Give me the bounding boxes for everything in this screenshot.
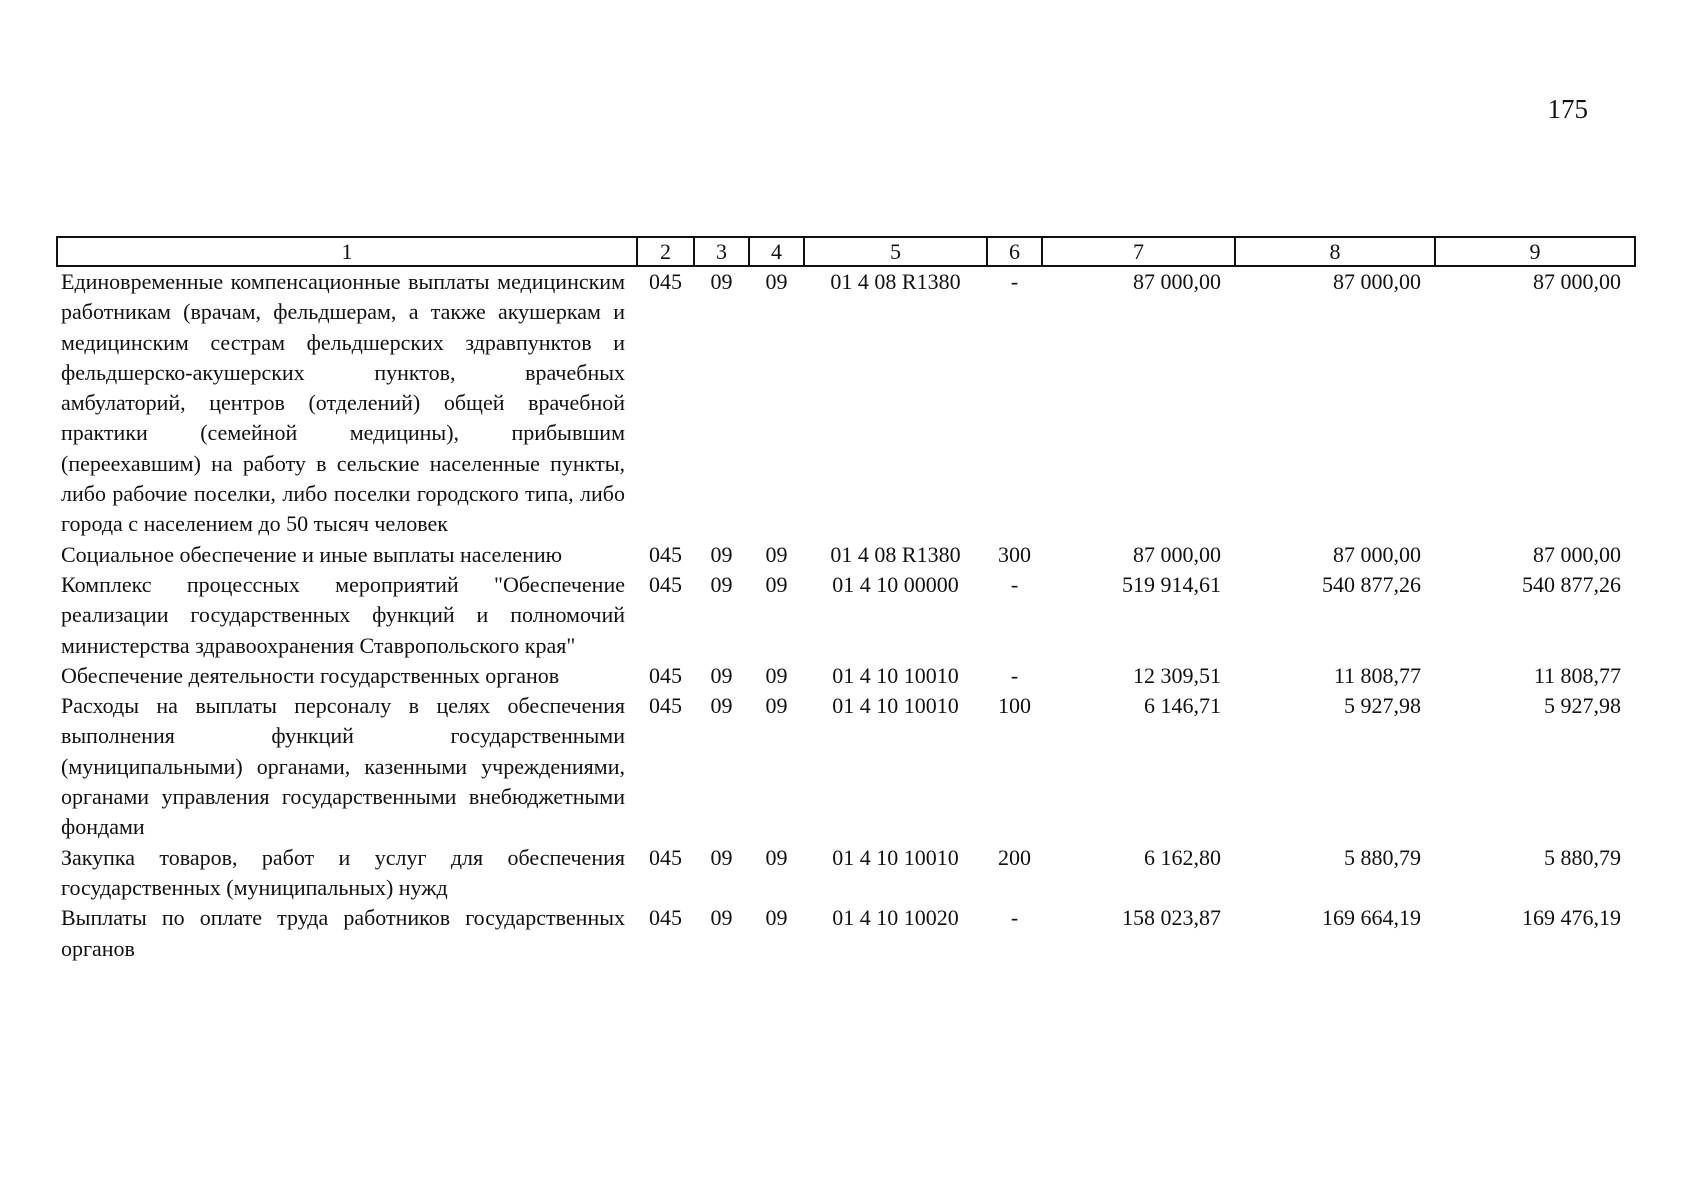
page-number: 175 [1547,94,1588,124]
row-name: Обеспечение деятельности государственных органов [61,662,560,688]
target-article-code: 01 4 08 R1380 [830,269,961,294]
subsection-code: 09 [765,571,788,597]
row-name: Единовременные компенсационные выплаты медицинским работникам (врачам, фельдшерам, а также акушеркам и медицинским сестрам фельдшерских здравпунктов и фельдшерско-акушерских пунктов, врачебных амбулаторий, центров (отделений) общей врачебной практики (семейной медицины), прибывшим (переехавшим) на работу в сельские населенные пункты, либо рабочие поселки, либо поселки городского типа, либо города с населением до 50 тысяч человек [61,269,625,537]
amount-col-7: 87 000,00 [1133,269,1221,294]
amount-col-9: 5 927,98 [1544,693,1621,719]
subsection-code: 09 [765,662,788,688]
amount-col-7: 6 146,71 [1144,693,1221,719]
amount-col-8: 5 880,79 [1344,844,1421,870]
subsection-code: 09 [765,844,788,870]
target-article-code: 01 4 10 10020 [832,905,959,931]
expense-type-code: 200 [998,844,1031,870]
ministry-code: 045 [649,662,682,688]
ministry-code: 045 [649,541,682,567]
header-row [57,237,1635,266]
header-cell-4: 4 [749,237,804,266]
table-row [57,843,1635,904]
row-name: Расходы на выплаты персоналу в целях обеспечения выполнения функций государственными (муниципальными) органами, казенными учреждениями, органами управления государственными внебюджетными фондами [61,693,625,840]
target-article-code: 01 4 10 00000 [832,571,959,597]
amount-col-9: 169 476,19 [1522,905,1621,931]
target-article-code: 01 4 08 R1380 [830,541,961,567]
header-cell-3: 3 [694,237,749,266]
table-row [57,570,1635,661]
target-article-code: 01 4 10 10010 [832,844,959,870]
subsection-code: 09 [765,269,788,294]
amount-col-8: 169 664,19 [1322,905,1421,931]
row-name: Социальное обеспечение и иные выплаты населению [61,541,563,567]
ministry-code: 045 [649,693,682,719]
amount-col-9: 87 000,00 [1533,269,1621,294]
section-code: 09 [710,905,733,931]
subsection-code: 09 [765,541,788,567]
header-cell-8: 8 [1235,237,1435,266]
amount-col-9: 87 000,00 [1533,541,1621,567]
table-header [57,237,1635,266]
amount-col-8: 540 877,26 [1322,571,1421,597]
amount-col-7: 519 914,61 [1122,571,1221,597]
amount-col-9: 11 808,77 [1533,662,1621,688]
amount-col-8: 87 000,00 [1333,269,1421,294]
target-article-code: 01 4 10 10010 [832,662,959,688]
amount-col-8: 5 927,98 [1344,693,1421,719]
subsection-code: 09 [765,693,788,719]
amount-col-7: 158 023,87 [1122,905,1221,931]
expense-type-code: - [1010,905,1019,931]
section-code: 09 [710,269,733,294]
expense-type-code: - [1010,662,1019,688]
expense-type-code: 100 [998,693,1031,719]
amount-col-9: 540 877,26 [1522,571,1621,597]
header-cell-5: 5 [804,237,987,266]
header-cell-2: 2 [637,237,694,266]
subsection-code: 09 [765,905,788,931]
expense-type-code: - [1010,269,1019,294]
table-row [57,540,1635,570]
amount-col-8: 87 000,00 [1333,541,1421,567]
amount-col-8: 11 808,77 [1333,662,1421,688]
ministry-code: 045 [649,905,682,931]
header-cell-7: 7 [1042,237,1235,266]
table-row [57,266,1635,540]
expense-type-code: 300 [998,541,1031,567]
header-cell-6: 6 [987,237,1042,266]
table-row [57,903,1635,964]
ministry-code: 045 [649,571,682,597]
header-cell-9: 9 [1435,237,1635,266]
amount-col-7: 6 162,80 [1144,844,1221,870]
expense-type-code: - [1010,571,1019,597]
row-name: Комплекс процессных мероприятий "Обеспечение реализации государственных функций и полномочий министерства здравоохранения Ставропольского края" [61,571,625,658]
table-row [57,661,1635,691]
amount-col-7: 12 309,51 [1133,662,1221,688]
section-code: 09 [710,541,733,567]
amount-col-7: 87 000,00 [1133,541,1221,567]
section-code: 09 [710,693,733,719]
table-row [57,691,1635,842]
amount-col-9: 5 880,79 [1544,844,1621,870]
row-name: Выплаты по оплате труда работников государственных органов [61,905,625,961]
ministry-code: 045 [649,269,682,294]
section-code: 09 [710,571,733,597]
section-code: 09 [710,844,733,870]
header-cell-1: 1 [57,237,637,266]
section-code: 09 [710,662,733,688]
target-article-code: 01 4 10 10010 [832,693,959,719]
budget-table [56,236,1636,964]
table-body [57,266,1635,964]
ministry-code: 045 [649,844,682,870]
row-name: Закупка товаров, работ и услуг для обеспечения государственных (муниципальных) нужд [61,844,625,900]
